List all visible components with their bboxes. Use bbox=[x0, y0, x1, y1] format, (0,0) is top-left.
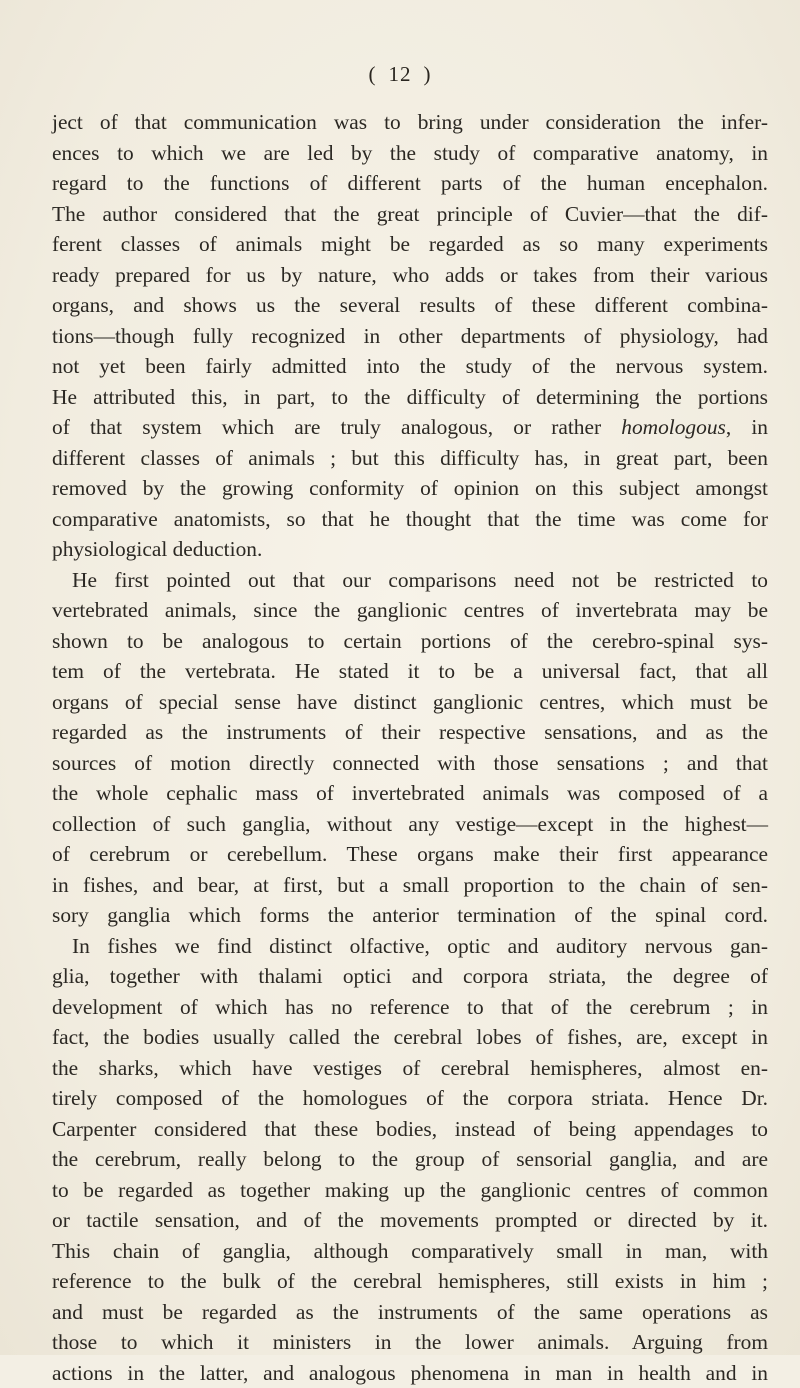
text-line: regard to the functions of different parts of the human encephalon. bbox=[52, 168, 768, 199]
text-line bbox=[52, 412, 768, 443]
text-line: ject of that communication was to bring under consideration the infer- bbox=[52, 107, 768, 138]
text-line: in fishes, and bear, at first, but a small proportion to the chain of sen- bbox=[52, 870, 768, 901]
text-line: tem of the vertebrata. He stated it to be a universal fact, that all bbox=[52, 656, 768, 687]
text-line: actions in the latter, and analogous phenomena in man in health and in bbox=[52, 1358, 768, 1388]
text-line: regarded as the instruments of their respective sensations, and as the bbox=[52, 717, 768, 748]
text-line: the sharks, which have vestiges of cerebral hemispheres, almost en- bbox=[52, 1053, 768, 1084]
text-line: sory ganglia which forms the anterior termination of the spinal cord. bbox=[52, 900, 768, 931]
text-line: The author considered that the great principle of Cuvier—that the dif- bbox=[52, 199, 768, 230]
text-line: collection of such ganglia, without any vestige—except in the highest— bbox=[52, 809, 768, 840]
text-line: Carpenter considered that these bodies, instead of being appendages to bbox=[52, 1114, 768, 1145]
text-line: physiological deduction. bbox=[52, 534, 768, 565]
text-line: development of which has no reference to that of the cerebrum ; in bbox=[52, 992, 768, 1023]
text-line: the cerebrum, really belong to the group of sensorial ganglia, and are bbox=[52, 1144, 768, 1175]
text-line: organs, and shows us the several results of these different combina- bbox=[52, 290, 768, 321]
text-line: to be regarded as together making up the ganglionic centres of common bbox=[52, 1175, 768, 1206]
text-line: In fishes we find distinct olfactive, optic and auditory nervous gan- bbox=[52, 931, 768, 962]
text-line: tions—though fully recognized in other departments of physiology, had bbox=[52, 321, 768, 352]
text-line: not yet been fairly admitted into the study of the nervous system. bbox=[52, 351, 768, 382]
page-number-open-paren: ( bbox=[369, 62, 377, 86]
text-line: or tactile sensation, and of the movements prompted or directed by it. bbox=[52, 1205, 768, 1236]
text-line: and must be regarded as the instruments of the same operations as bbox=[52, 1297, 768, 1328]
text-line: of cerebrum or cerebellum. These organs make their first appearance bbox=[52, 839, 768, 870]
page-number-value: 12 bbox=[389, 62, 412, 86]
text-line: ferent classes of animals might be regarded as so many experiments bbox=[52, 229, 768, 260]
text-line: different classes of animals ; but this difficulty has, in great part, been bbox=[52, 443, 768, 474]
text-line: glia, together with thalami optici and corpora striata, the degree of bbox=[52, 961, 768, 992]
page-number-close-paren: ) bbox=[424, 62, 432, 86]
text-line: He attributed this, in part, to the difficulty of determining the portions bbox=[52, 382, 768, 413]
text-line: sources of motion directly connected with those sensations ; and that bbox=[52, 748, 768, 779]
text-line: ready prepared for us by nature, who adds or takes from their various bbox=[52, 260, 768, 291]
text-line: He first pointed out that our comparisons need not be restricted to bbox=[52, 565, 768, 596]
text-line: fact, the bodies usually called the cerebral lobes of fishes, are, except in bbox=[52, 1022, 768, 1053]
text-line-start: of that system which are truly analogous, or rather bbox=[52, 415, 621, 439]
body-text bbox=[52, 107, 768, 1388]
text-line: tirely composed of the homologues of the corpora striata. Hence Dr. bbox=[52, 1083, 768, 1114]
text-line-end: , in bbox=[726, 415, 768, 439]
text-line: those to which it ministers in the lower animals. Arguing from bbox=[52, 1327, 768, 1358]
text-line: comparative anatomists, so that he thought that the time was come for bbox=[52, 504, 768, 535]
text-line: the whole cephalic mass of invertebrated animals was composed of a bbox=[52, 778, 768, 809]
text-line: vertebrated animals, since the ganglionic centres of invertebrata may be bbox=[52, 595, 768, 626]
text-line: ences to which we are led by the study of comparative anatomy, in bbox=[52, 138, 768, 169]
text-line: This chain of ganglia, although comparatively small in man, with bbox=[52, 1236, 768, 1267]
page-number bbox=[0, 62, 800, 87]
text-line: shown to be analogous to certain portions of the cerebro-spinal sys- bbox=[52, 626, 768, 657]
text-line: organs of special sense have distinct ganglionic centres, which must be bbox=[52, 687, 768, 718]
text-line: removed by the growing conformity of opinion on this subject amongst bbox=[52, 473, 768, 504]
italic-word: homologous bbox=[621, 415, 726, 439]
text-line: reference to the bulk of the cerebral hemispheres, still exists in him ; bbox=[52, 1266, 768, 1297]
